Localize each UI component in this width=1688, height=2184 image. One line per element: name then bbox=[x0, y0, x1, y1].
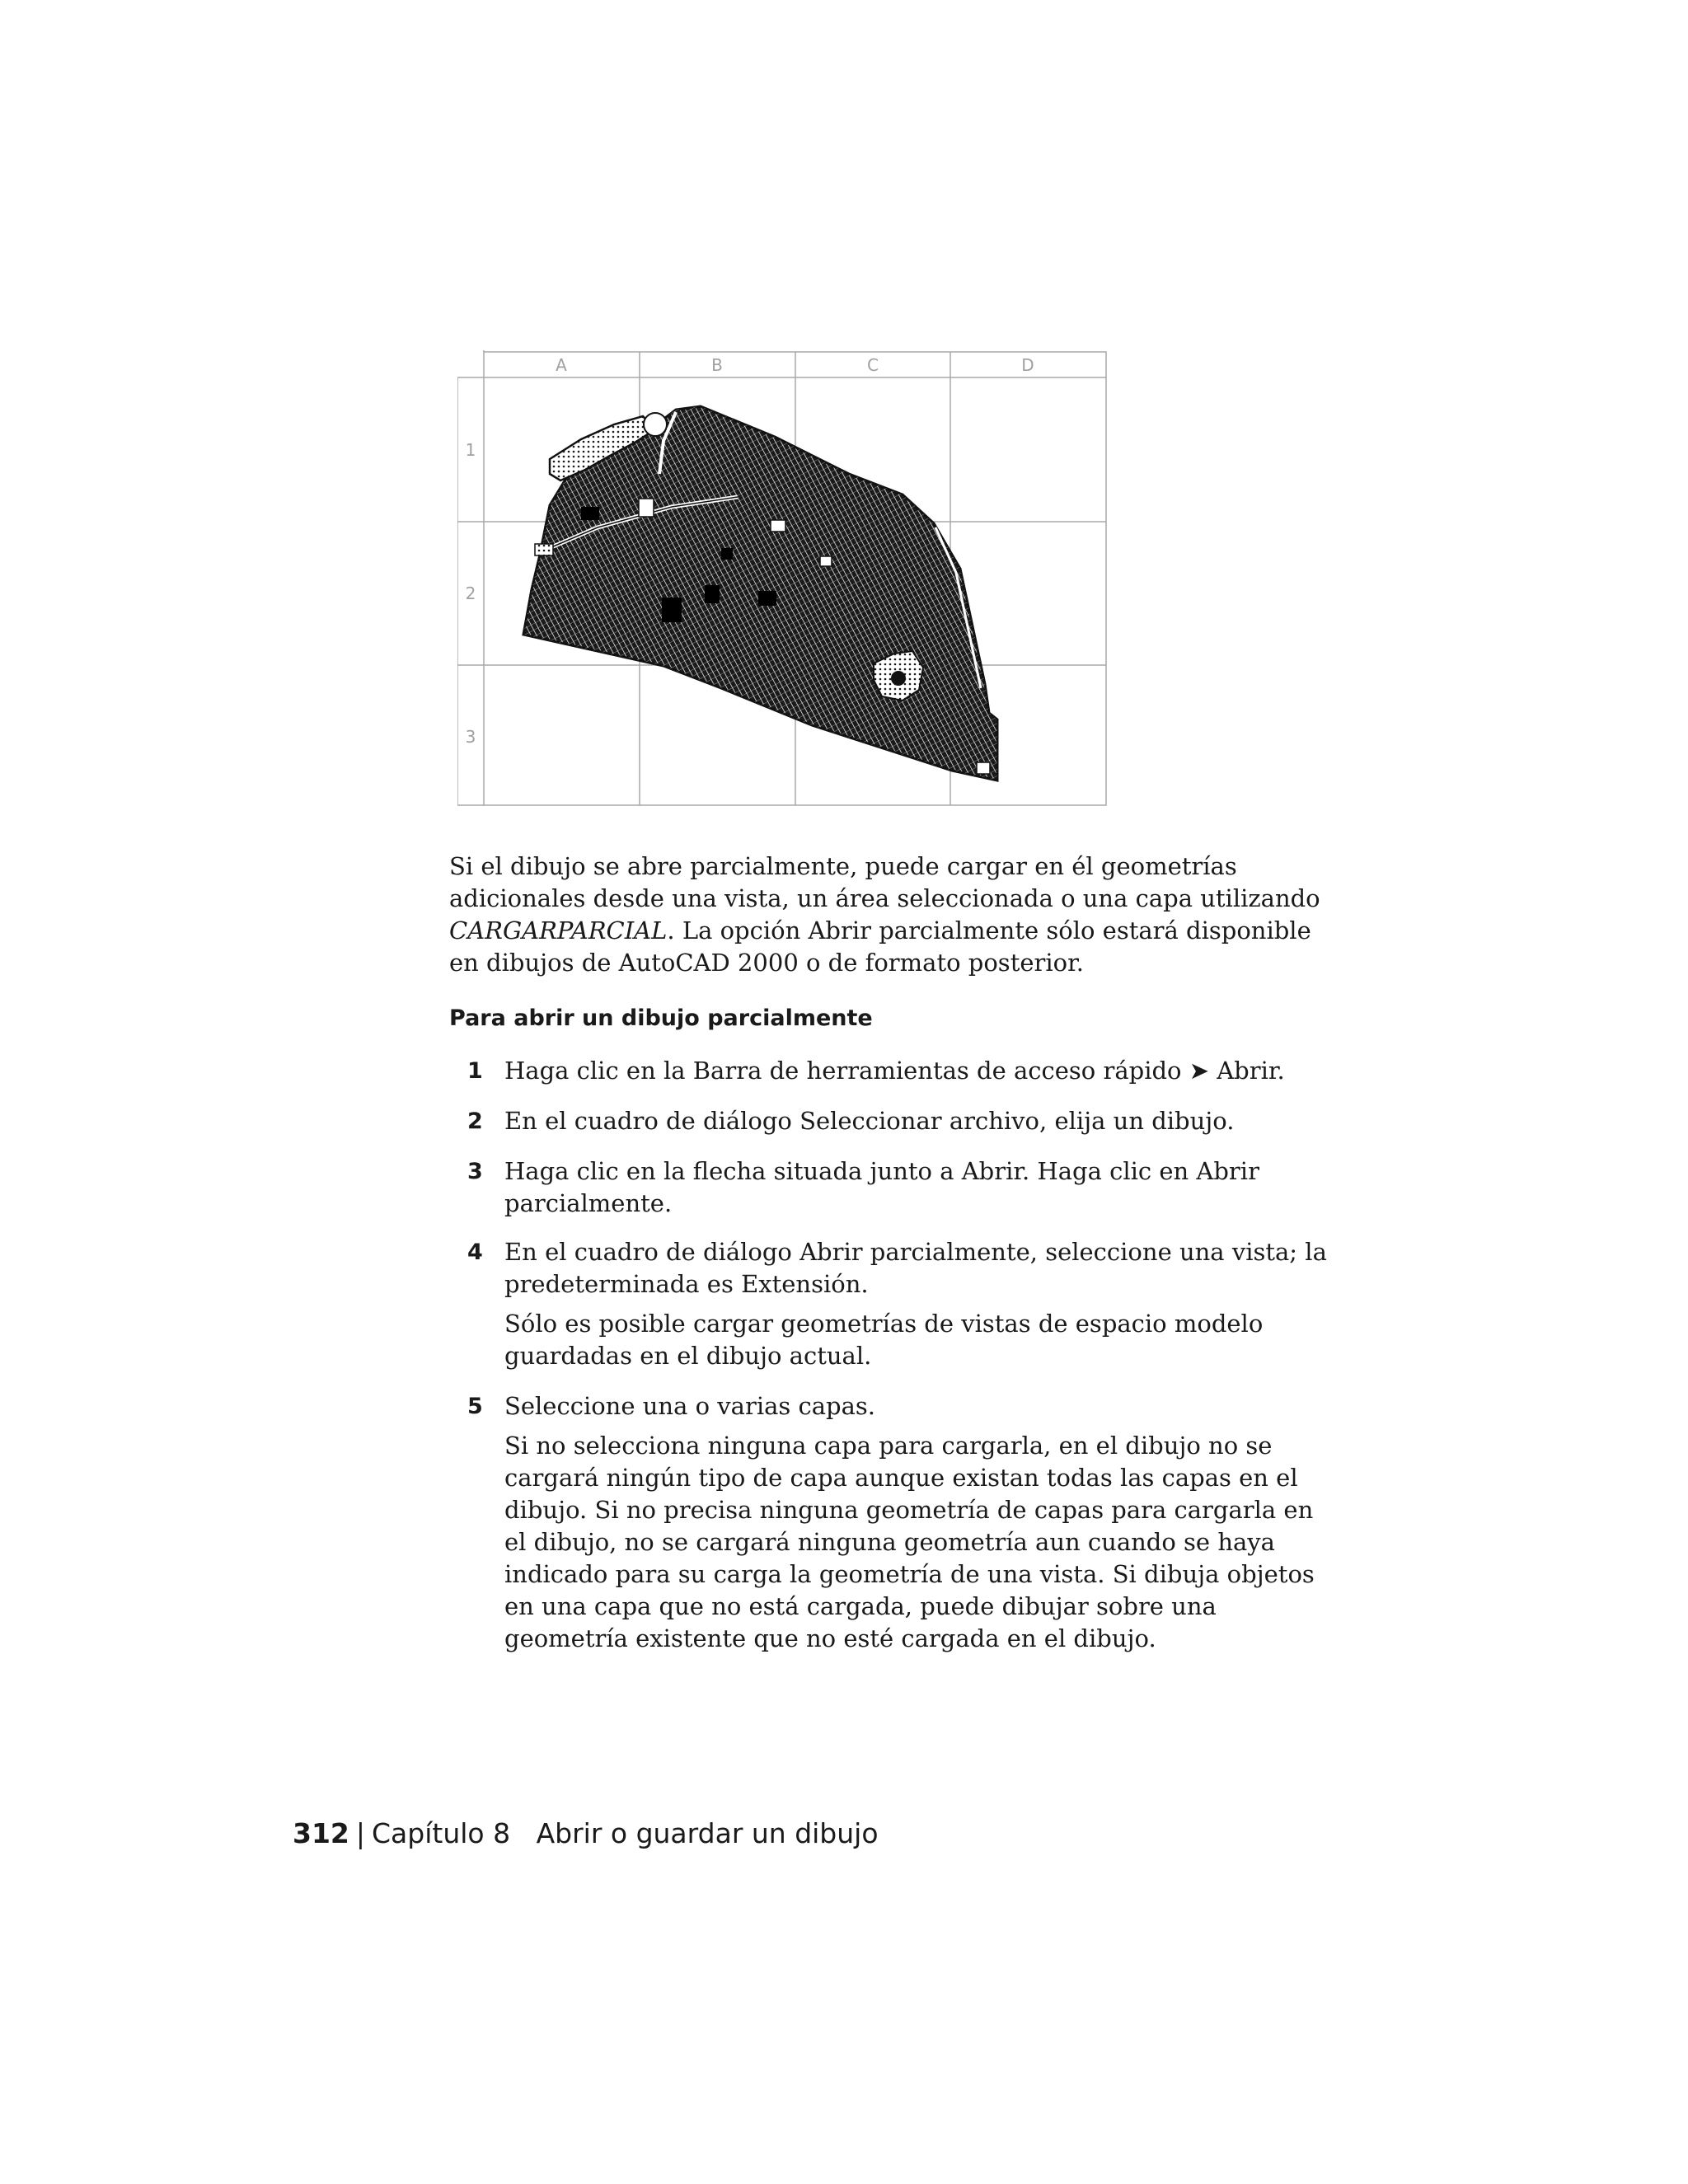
page-footer bbox=[293, 1816, 879, 1852]
grid-column-label: A bbox=[556, 355, 567, 375]
command-name: CARGARPARCIAL bbox=[449, 916, 668, 944]
grid-row-label: 3 bbox=[465, 727, 476, 747]
step-text: En el cuadro de diálogo Seleccionar archivo, elija un dibujo. bbox=[504, 1107, 1235, 1135]
step-number: 5 bbox=[467, 1394, 483, 1419]
step-text: Haga clic en la flecha situada junto a Abrir. Haga clic en Abrir parcialmente. bbox=[504, 1157, 1259, 1217]
grid-row-label: 2 bbox=[465, 583, 476, 603]
chapter-title: Abrir o guardar un dibujo bbox=[536, 1817, 879, 1849]
page-number: 312 bbox=[293, 1817, 349, 1849]
step-number: 1 bbox=[467, 1058, 483, 1084]
step-number: 2 bbox=[467, 1108, 483, 1134]
intro-text-continued: . La opción Abrir parcialmente sólo estará disponible en dibujos de AutoCAD 2000 o de formato posterior. bbox=[449, 916, 1311, 977]
procedure-title: Para abrir un dibujo parcialmente bbox=[449, 1005, 873, 1031]
grid-column-label: C bbox=[867, 355, 879, 375]
procedure-step bbox=[449, 1105, 1339, 1137]
step-text: En el cuadro de diálogo Abrir parcialmente, seleccione una vista; la predeterminada es Extensión. bbox=[504, 1238, 1327, 1298]
procedure-step bbox=[449, 1055, 1339, 1087]
chapter-label: Capítulo 8 bbox=[372, 1817, 511, 1849]
step-note: Si no selecciona ninguna capa para cargarla, en el dibujo no se cargará ningún tipo de capa aunque existan todas las capas en el dibujo. Si no precisa ninguna geometría de capas para cargarla en el dibujo, no se cargará ninguna geometría aun cuando se haya indicado para su carga la geometría de una vista. Si dibuja objetos en una capa que no está cargada, puede dibujar sobre una geometría existente que no esté cargada en el dibujo. bbox=[504, 1432, 1315, 1652]
footer-separator: | bbox=[355, 1817, 366, 1849]
step-text: Haga clic en la Barra de herramientas de acceso rápido ➤ Abrir. bbox=[504, 1057, 1285, 1085]
procedure-step bbox=[449, 1390, 1339, 1655]
grid-row-label: 1 bbox=[465, 440, 476, 460]
step-note: Sólo es posible cargar geometrías de vistas de espacio modelo guardadas en el dibujo actual. bbox=[504, 1310, 1264, 1370]
step-number: 4 bbox=[467, 1240, 483, 1265]
step-text: Seleccione una o varias capas. bbox=[504, 1392, 875, 1420]
intro-paragraph bbox=[449, 851, 1339, 979]
map-figure bbox=[457, 350, 1109, 808]
procedure-step bbox=[449, 1155, 1339, 1220]
step-number: 3 bbox=[467, 1159, 483, 1184]
intro-text: Si el dibujo se abre parcialmente, puede cargar en él geometrías adicionales desde una vista, un área seleccionada o una capa utilizando bbox=[449, 852, 1320, 912]
city-map bbox=[523, 406, 997, 780]
grid-column-label: B bbox=[711, 355, 723, 375]
grid-column-label: D bbox=[1021, 355, 1034, 375]
map-drawing bbox=[457, 350, 1109, 808]
procedure-step bbox=[449, 1236, 1339, 1372]
